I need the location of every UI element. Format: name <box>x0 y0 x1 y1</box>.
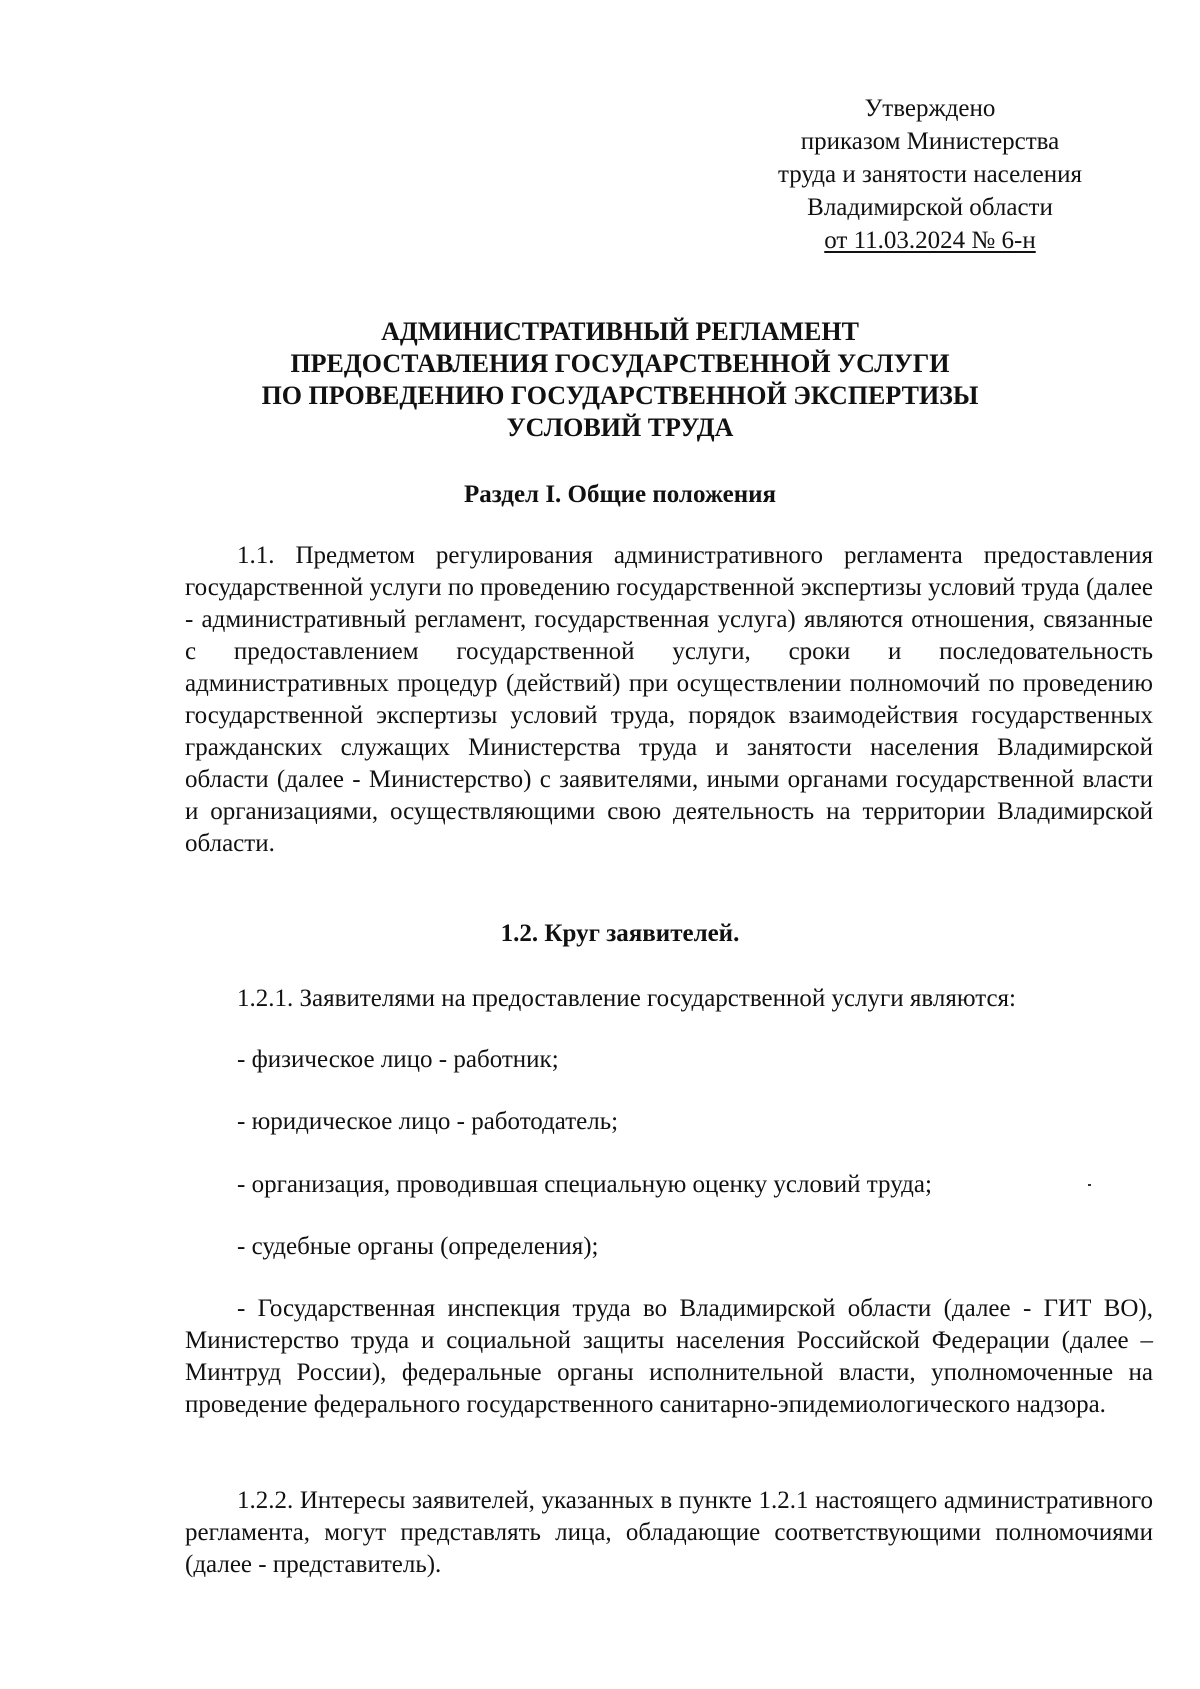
title-line: ПО ПРОВЕДЕНИЮ ГОСУДАРСТВЕННОЙ ЭКСПЕРТИЗЫ <box>261 381 979 410</box>
list-item: - юридическое лицо - работодатель; <box>237 1108 619 1135</box>
paragraph-1-1: 1.1. Предметом регулирования административного регламента предоставления государственной услуги по проведению государственной экспертизы условий труда (далее - административный регламент, государственная услуга) являются отношения, связанные с предоставлением государственной услуги, сроки и последовательность административных процедур (действий) при осуществлении полномочий по проведению государственной экспертизы условий труда, порядок взаимодействия государственных гражданских служащих Министерства труда и занятости населения Владимирской области (далее - Министерство) с заявителями, иными органами государственной власти и организациями, осуществляющими свою деятельность на территории Владимирской области. <box>185 542 1153 857</box>
scan-mark <box>1088 1184 1091 1186</box>
approval-block <box>740 92 1120 257</box>
paragraph-1-2-1: 1.2.1. Заявителями на предоставление государственной услуги являются: <box>237 985 1016 1012</box>
paragraph-1-2-2: 1.2.2. Интересы заявителей, указанных в пункте 1.2.1 настоящего административного регламента, могут представлять лица, обладающие соответствующими полномочиями (далее - представитель). <box>185 1487 1153 1578</box>
approval-line: Утверждено <box>864 95 996 122</box>
subsection-heading: 1.2. Круг заявителей. <box>500 920 740 947</box>
approval-line: приказом Министерства <box>800 128 1060 155</box>
approval-order-number: от 11.03.2024 № 6-н <box>824 227 1036 254</box>
title-line: АДМИНИСТРАТИВНЫЙ РЕГЛАМЕНТ <box>381 317 859 346</box>
list-item: - физическое лицо - работник; <box>237 1046 559 1073</box>
section-heading: Раздел I. Общие положения <box>463 481 777 508</box>
list-item: - организация, проводившая специальную оценку условий труда; <box>237 1171 932 1198</box>
document-title <box>180 316 1060 444</box>
approval-line: труда и занятости населения <box>777 161 1083 188</box>
list-item: - судебные органы (определения); <box>237 1233 599 1260</box>
paragraph-git: - Государственная инспекция труда во Владимирской области (далее - ГИТ ВО), Министерство труда и социальной защиты населения Российской Федерации (далее – Минтруд России), федеральные органы исполнительной власти, уполномоченные на проведение федерального государственного санитарно-эпидемиологического надзора. <box>185 1295 1153 1418</box>
title-line: УСЛОВИЙ ТРУДА <box>506 413 734 442</box>
approval-line: Владимирской области <box>807 194 1053 221</box>
title-line: ПРЕДОСТАВЛЕНИЯ ГОСУДАРСТВЕННОЙ УСЛУГИ <box>290 349 950 378</box>
